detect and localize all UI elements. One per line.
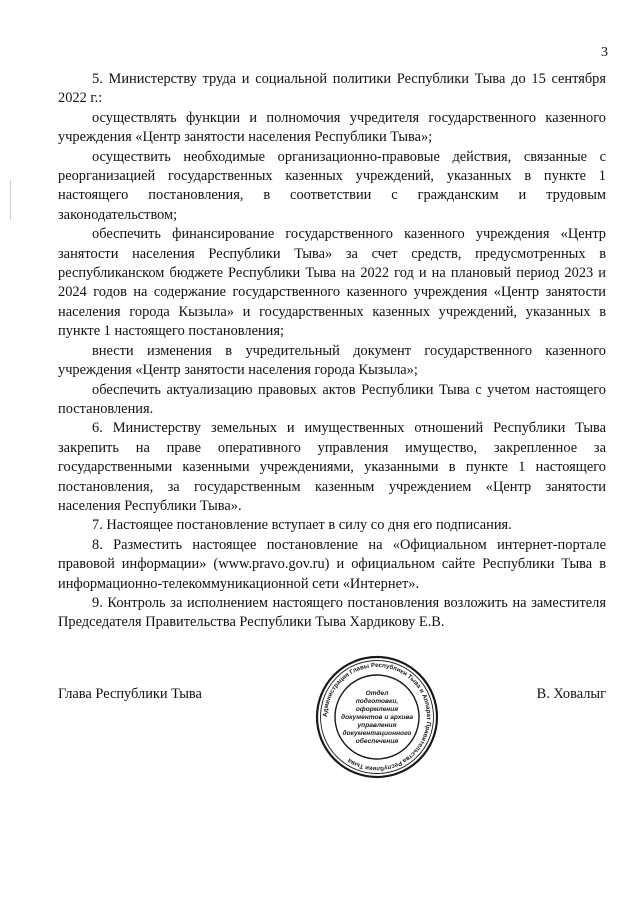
document-body (58, 70, 606, 633)
margin-mark (10, 180, 11, 220)
svg-text:Отдел: Отдел (365, 690, 389, 697)
paragraph-5-item-1: осуществлять функции и полномочия учредителя государственного казенного учреждения «Центр занятости населения Республики Тыва»; (58, 109, 606, 146)
official-seal (315, 655, 439, 779)
paragraph-5-item-2: осуществить необходимые организационно-правовые действия, связанные с реорганизацией государственных казенных учреждений, указанных в пункте 1 настоящего постановления, в соответствии с гражданским и трудовым законодательством; (58, 148, 606, 223)
svg-text:обеспечения: обеспечения (355, 738, 399, 745)
page-number: 3 (601, 45, 608, 60)
paragraph-9: 9. Контроль за исполнением настоящего постановления возложить на заместителя Председателя Правительства Республики Тыва Хардикову Е.В. (58, 594, 606, 631)
signatory-title: Глава Республики Тыва (58, 686, 202, 702)
svg-text:подготовки,: подготовки, (355, 698, 399, 705)
svg-text:Администрация Главы Республики: Администрация Главы Республики Тыва и Аппарат Правительства Республики Тыва (321, 661, 433, 773)
svg-text:управления: управления (357, 722, 397, 729)
paragraph-6: 6. Министерству земельных и имущественных отношений Республики Тыва закрепить на праве оперативного управления имущество, закрепленное за государственными казенными учреждениями, указанными в пункте 1 настоящего постановления, за государственным казенным учреждением «Центр занятости населения Республики Тыва». (58, 420, 606, 514)
svg-text:документационного: документационного (342, 730, 412, 737)
signatory-name: В. Ховалыг (536, 686, 606, 702)
paragraph-7: 7. Настоящее постановление вступает в силу со дня его подписания. (92, 517, 512, 534)
svg-text:оформления: оформления (355, 706, 399, 713)
paragraph-5-item-5: обеспечить актуализацию правовых актов Республики Тыва с учетом настоящего постановления. (58, 381, 606, 417)
paragraph-5-item-3: обеспечить финансирование государственного казенного учреждения «Центр занятости населения Республики Тыва» за счет средств, предусмотренных в республиканском бюджете Республики Тыва на 2022 год и на плановый период 2023 и 2024 годов на содержание государственного казенного учреждения «Центр занятости населения города Кызыла» и государственных казенных учреждений, указанных в пункте 1 настоящего постановления; (58, 226, 606, 340)
paragraph-8: 8. Разместить настоящее постановление на «Официальном интернет-портале правовой информации» (www.pravo.gov.ru) и официальном сайте Республики Тыва в информационно-телекоммуникационной сети «Интернет». (58, 536, 606, 592)
paragraph-5: 5. Министерству труда и социальной политики Республики Тыва до 15 сентября 2022 г.: (58, 71, 606, 107)
svg-text:документов и архива: документов и архива (341, 714, 413, 721)
paragraph-5-item-4: внести изменения в учредительный документ государственного казенного учреждения «Центр занятости населения города Кызыла»; (58, 342, 606, 379)
